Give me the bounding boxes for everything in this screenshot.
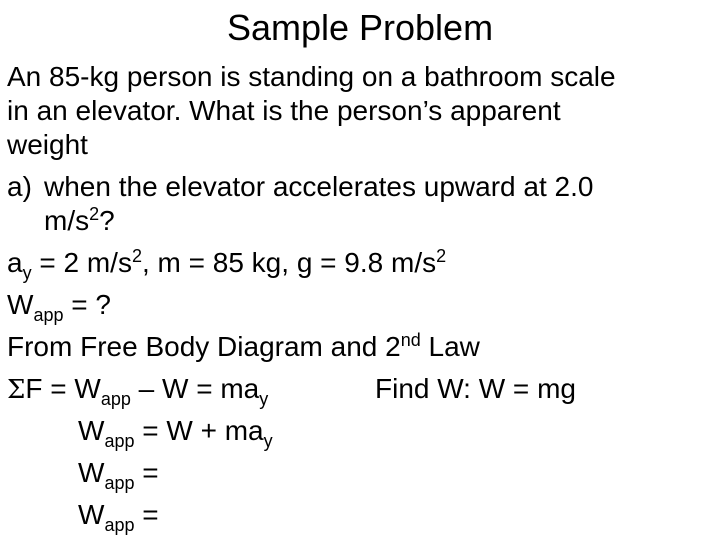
- ay-sub: y: [22, 263, 32, 283]
- solve-3-sub: app: [104, 515, 135, 535]
- problem-line-3: weight: [7, 129, 88, 160]
- givens-line: [7, 246, 447, 283]
- sum-middle: – W = ma: [130, 373, 260, 404]
- g-exponent: 2: [436, 246, 447, 266]
- find-w-note: Find W: W = mg: [375, 373, 576, 404]
- solve-2-rest: =: [134, 457, 159, 488]
- unknown-var: W: [7, 289, 34, 320]
- part-a-exponent: 2: [89, 204, 100, 224]
- solve-line-3: [78, 498, 159, 535]
- unknown-rest: = ?: [63, 289, 111, 320]
- problem-line-1: An 85-kg person is standing on a bathroom scale: [7, 61, 616, 92]
- part-a-text: when the elevator accelerates upward at 2.0: [44, 171, 594, 202]
- solve-1-rest: = W + ma: [134, 415, 264, 446]
- method-line: [7, 330, 480, 364]
- solve-line-1: [78, 414, 273, 451]
- sigma-symbol: Σ: [7, 375, 26, 405]
- sum-w-sub: app: [100, 389, 131, 409]
- part-a-label: a): [7, 171, 32, 202]
- part-a-end: ?: [99, 205, 115, 236]
- solve-2-var: W: [78, 457, 105, 488]
- problem-line-2: in an elevator. What is the person’s apparent: [7, 95, 561, 126]
- solve-2-sub: app: [104, 473, 135, 493]
- sum-equation-line: [7, 372, 707, 407]
- solve-1-var: W: [78, 415, 105, 446]
- solve-1-tail-sub: y: [263, 431, 273, 451]
- solve-3-rest: =: [134, 499, 159, 530]
- sum-f-eq: F = W: [25, 373, 101, 404]
- sum-a-sub: y: [259, 389, 269, 409]
- unknown-sub: app: [33, 305, 64, 325]
- givens-middle: , m = 85 kg, g = 9.8 m/s: [141, 247, 437, 278]
- ay-value: = 2 m/s: [31, 247, 132, 278]
- part-a-unit: m/s: [44, 205, 90, 236]
- slide-title: Sample Problem: [226, 7, 494, 48]
- method-sup: nd: [400, 330, 421, 350]
- ay-exponent: 2: [131, 246, 142, 266]
- ay-var: a: [7, 247, 23, 278]
- method-end: Law: [420, 331, 480, 362]
- solve-line-2: [78, 456, 159, 493]
- unknown-line: [7, 288, 111, 325]
- solve-1-sub: app: [104, 431, 135, 451]
- method-text: From Free Body Diagram and 2: [7, 331, 401, 362]
- part-a-line-1: [7, 170, 32, 204]
- part-a-line-2: [44, 204, 115, 238]
- solve-3-var: W: [78, 499, 105, 530]
